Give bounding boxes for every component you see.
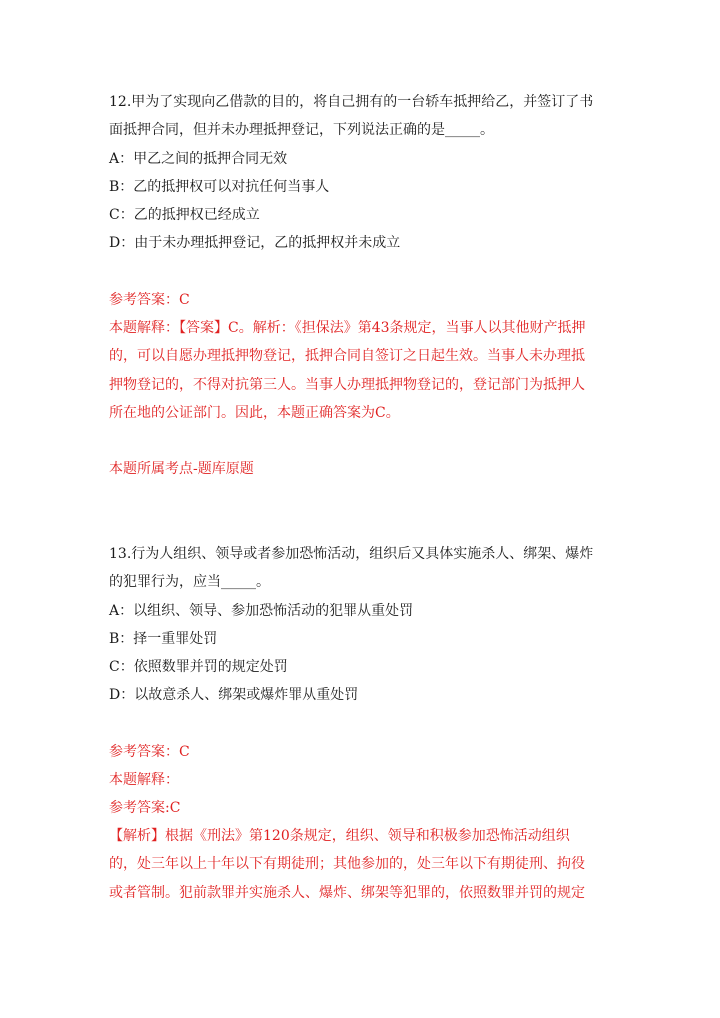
- q12-explanation-line-4: 所在地的公证部门。因此，本题正确答案为C。: [109, 405, 400, 421]
- q13-explanation-line-2: 的，处三年以上十年以下有期徒刑；其他参加的，处三年以下有期徒刑、拘役: [109, 856, 585, 872]
- q13-answer: 参考答案：C: [109, 744, 190, 760]
- q12-option-b: B：乙的抵押权可以对抗任何当事人: [109, 179, 330, 195]
- q12-stem-line-2: 面抵押合同，但并未办理抵押登记，下列说法正确的是_____。: [109, 122, 494, 138]
- q12-stem-line-1: 12.甲为了实现向乙借款的目的，将自己拥有的一台轿车抵押给乙，并签订了书: [109, 94, 594, 110]
- q13-stem-line-2: 的犯罪行为，应当_____。: [109, 574, 270, 590]
- q13-option-b: B：择一重罪处罚: [109, 631, 218, 647]
- q13-option-d: D：以故意杀人、绑架或爆炸罪从重处罚: [109, 687, 359, 703]
- q12-option-d: D：由于未办理抵押登记，乙的抵押权并未成立: [109, 235, 401, 251]
- q12-option-a: A：甲乙之间的抵押合同无效: [109, 151, 288, 167]
- q13-stem-line-1: 13.行为人组织、领导或者参加恐怖活动，组织后又具体实施杀人、绑架、爆炸: [109, 546, 594, 562]
- q12-answer: 参考答案：C: [109, 292, 190, 308]
- q13-explanation-label: 本题解释：: [109, 772, 179, 788]
- q12-explanation-line-3: 押物登记的，不得对抗第三人。当事人办理抵押物登记的，登记部门为抵押人: [109, 377, 585, 393]
- q13-explanation-line-3: 或者管制。犯前款罪并实施杀人、爆炸、绑架等犯罪的，依照数罪并罚的规定: [109, 885, 585, 901]
- q13-explanation-line-1: 【解析】根据《刑法》第120条规定，组织、领导和积极参加恐怖活动组织: [109, 828, 570, 844]
- q12-explanation-line-2: 的，可以自愿办理抵押物登记，抵押合同自签订之日起生效。当事人未办理抵: [109, 348, 585, 364]
- q12-category: 本题所属考点-题库原题: [109, 461, 254, 477]
- q12-option-c: C：乙的抵押权已经成立: [109, 207, 260, 223]
- q12-explanation-line-1: 本题解释：【答案】C。解析：《担保法》第43条规定，当事人以其他财产抵押: [109, 320, 586, 336]
- q13-option-c: C：依照数罪并罚的规定处罚: [109, 659, 288, 675]
- q13-option-a: A：以组织、领导、参加恐怖活动的犯罪从重处罚: [109, 603, 414, 619]
- q13-answer-repeat: 参考答案:C: [109, 800, 181, 816]
